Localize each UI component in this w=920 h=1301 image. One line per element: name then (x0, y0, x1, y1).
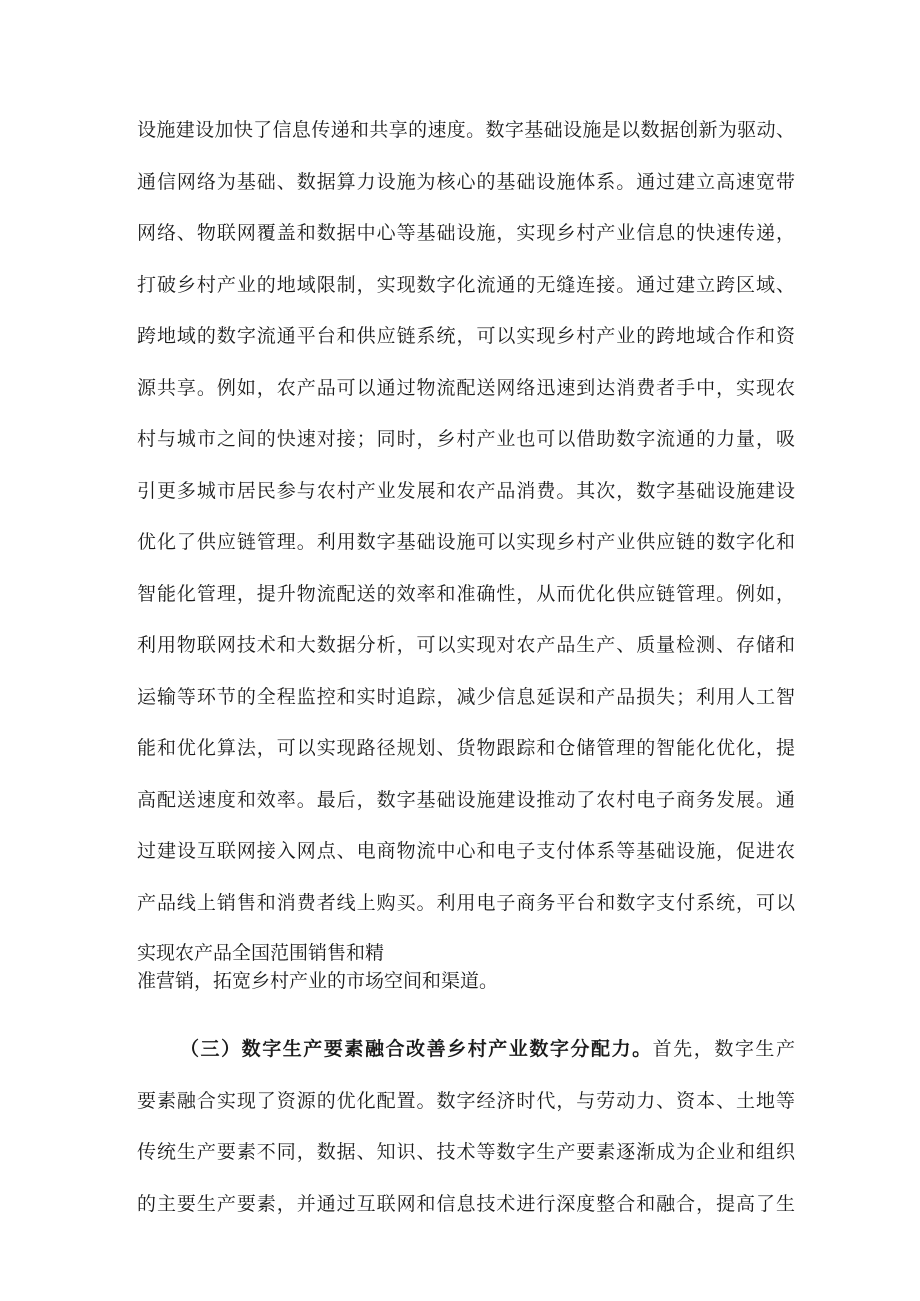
text-line: 传统生产要素不同，数据、知识、技术等数字生产要素逐渐成为企业和组织 (137, 1141, 795, 1163)
text-line: 通信网络为基础、数据算力设施为核心的基础设施体系。通过建立高速宽带 (137, 171, 795, 193)
text-line: 的主要生产要素，并通过互联网和信息技术进行深度整合和融合，提高了生 (137, 1193, 795, 1215)
text-line: 过建设互联网接入网点、电商物流中心和电子支付体系等基础设施，促进农 (137, 840, 795, 862)
text-line: 准营销，拓宽乡村产业的市场空间和渠道。 (137, 970, 499, 992)
text-line: 实现农产品全国范围销售和精 (137, 942, 385, 964)
text-line: 要素融合实现了资源的优化配置。数字经济时代，与劳动力、资本、土地等 (137, 1090, 795, 1112)
text-line: 跨地域的数字流通平台和供应链系统，可以实现乡村产业的跨地域合作和资 (137, 325, 795, 347)
text-line: 能和优化算法，可以实现路径规划、货物跟踪和仓储管理的智能化优化，提 (137, 737, 795, 759)
text-span: 首先，数字生产 (652, 1038, 795, 1060)
text-line: 优化了供应链管理。利用数字基础设施可以实现乡村产业供应链的数字化和 (137, 531, 795, 553)
text-line: 网络、物联网覆盖和数据中心等基础设施，实现乡村产业信息的快速传递， (137, 222, 795, 244)
text-line: 利用物联网技术和大数据分析，可以实现对农产品生产、质量检测、存储和 (137, 634, 795, 656)
text-line: 村与城市之间的快速对接；同时，乡村产业也可以借助数字流通的力量，吸 (137, 428, 795, 450)
text-line: 产品线上销售和消费者线上购买。利用电子商务平台和数字支付系统，可以 (137, 892, 795, 914)
text-line: 打破乡村产业的地域限制，实现数字化流通的无缝连接。通过建立跨区域、 (137, 274, 795, 296)
text-line: 高配送速度和效率。最后，数字基础设施建设推动了农村电子商务发展。通 (137, 789, 795, 811)
text-line: 运输等环节的全程监控和实时追踪，减少信息延误和产品损失；利用人工智 (137, 686, 795, 708)
text-line: 设施建设加快了信息传递和共享的速度。数字基础设施是以数据创新为驱动、 (137, 119, 795, 141)
section-heading: （三）数字生产要素融合改善乡村产业数字分配力。 (180, 1038, 653, 1060)
text-line: 智能化管理，提升物流配送的效率和准确性，从而优化供应链管理。例如， (137, 583, 795, 605)
text-line: 引更多城市居民参与农村产业发展和农产品消费。其次，数字基础设施建设 (137, 480, 795, 502)
section-heading-line (180, 1037, 795, 1061)
text-line: 源共享。例如，农产品可以通过物流配送网络迅速到达消费者手中，实现农 (137, 377, 795, 399)
